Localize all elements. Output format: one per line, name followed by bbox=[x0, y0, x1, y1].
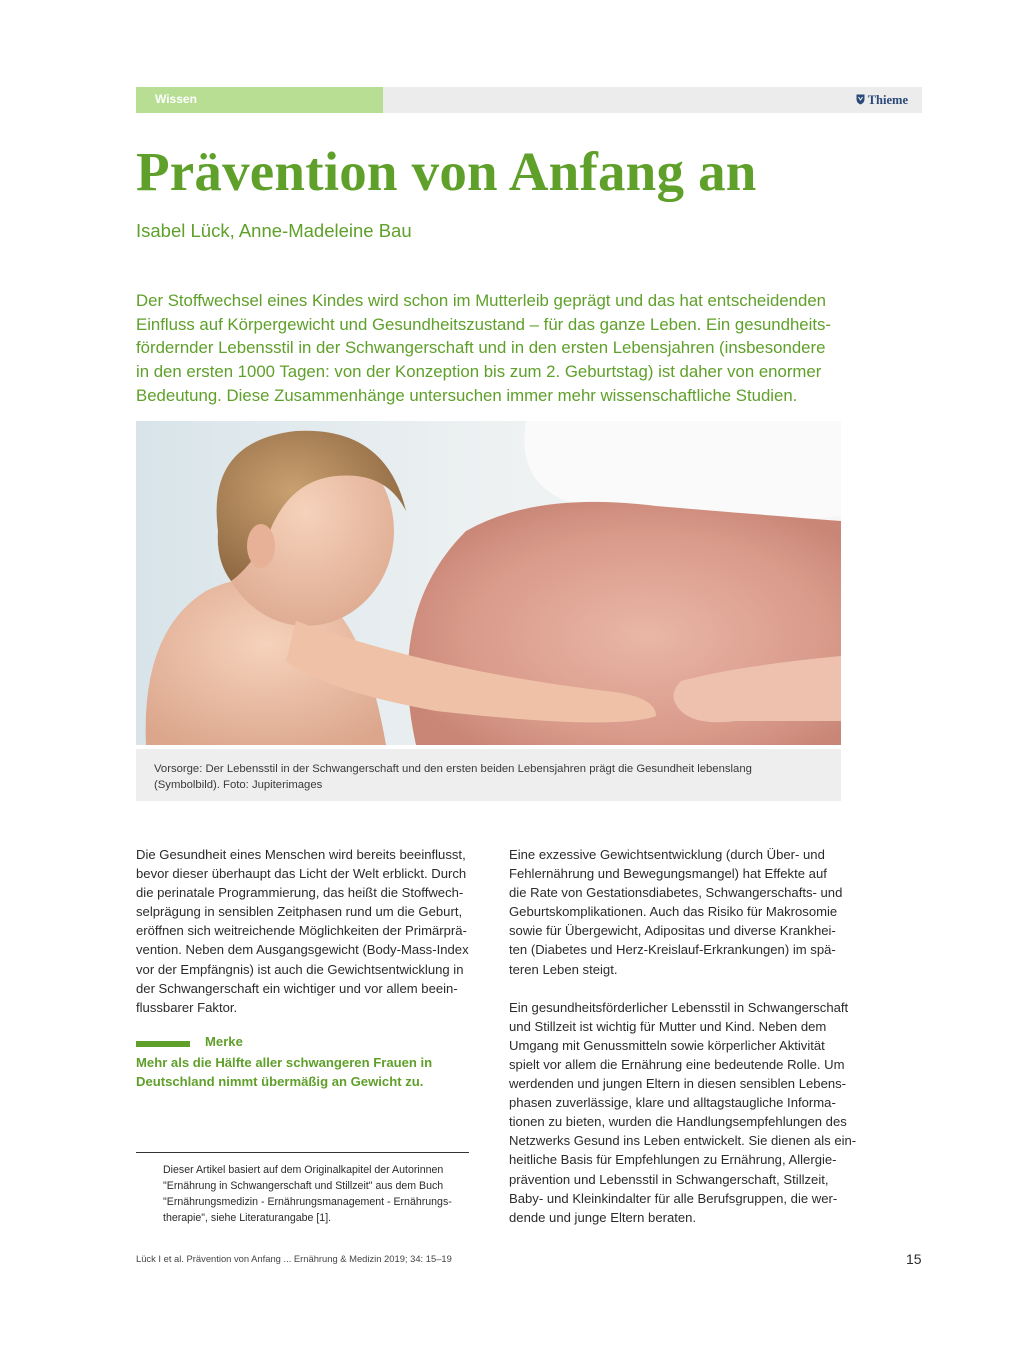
footnote-line: "Ernährung in Schwangerschaft und Stillzeit" aus dem Buch bbox=[163, 1180, 444, 1192]
footnote-line: "Ernährungsmedizin - Ernährungsmanagement - Ernährungs- bbox=[163, 1196, 452, 1208]
abstract-line: Der Stoffwechsel eines Kindes wird schon im Mutterleib geprägt und das hat entscheidenden bbox=[136, 291, 826, 310]
left-column bbox=[136, 845, 469, 1017]
figure-caption bbox=[136, 749, 841, 801]
abstract-line: Einfluss auf Körpergewicht und Gesundheitszustand – für das ganze Leben. Ein gesundheits- bbox=[136, 314, 832, 334]
body-line: teren Leben steigt. bbox=[509, 961, 618, 977]
body-line: Geburtskomplikationen. Auch das Risiko für Makrosomie bbox=[509, 904, 838, 920]
footnote-line: therapie", siehe Literaturangabe [1]. bbox=[163, 1212, 332, 1224]
body-line: flussbarer Faktor. bbox=[136, 999, 238, 1015]
body-line: die perinatale Programmierung, das heißt die Stoffwech- bbox=[136, 885, 464, 901]
body-line: vor der Empfängnis) ist auch die Gewichtsentwicklung in bbox=[136, 961, 464, 977]
article-title: Prävention von Anfang an bbox=[136, 141, 757, 202]
right-column bbox=[509, 845, 857, 1227]
body-line: phasen zuverlässige, klare und alltagstaugliche Informa- bbox=[509, 1095, 836, 1111]
footnote-line: Dieser Artikel basiert auf dem Originalkapitel der Autorinnen bbox=[163, 1164, 444, 1176]
merke-line: Deutschland nimmt übermäßig an Gewicht zu. bbox=[136, 1074, 424, 1090]
body-line: sowie für Übergewicht, Adipositas und diverse Krankhei- bbox=[509, 923, 836, 939]
body-line: prävention und Lebensstil in Schwangerschaft, Stillzeit, bbox=[509, 1171, 829, 1187]
abstract-line: fördernder Lebensstil in der Schwangerschaft und in den ersten Lebensjahren (insbesondere bbox=[136, 338, 826, 358]
body-line: Ein gesundheitsförderlicher Lebensstil in Schwangerschaft bbox=[509, 999, 849, 1015]
body-line: heitliche Basis für Empfehlungen zu Ernährung, Allergie- bbox=[509, 1152, 837, 1168]
body-line: Umgang mit Genussmitteln sowie körperlicher Aktivität bbox=[509, 1037, 825, 1053]
page-number: 15 bbox=[906, 1251, 922, 1267]
body-line: selprägung in sensiblen Zeitphasen rund um die Geburt, bbox=[136, 904, 463, 920]
abstract-line: in den ersten 1000 Tagen: von der Konzeption bis zum 2. Geburtstag) ist daher von enormer bbox=[136, 362, 822, 382]
body-line: der Schwangerschaft ein wichtiger und vor allem beein- bbox=[136, 980, 458, 996]
body-line: eröffnen sich weitreichende Möglichkeiten der Primärprä- bbox=[136, 923, 467, 939]
body-line: Fehlernährung und Bewegungsmangel) hat Effekte auf bbox=[509, 866, 827, 882]
body-line: Die Gesundheit eines Menschen wird bereits beeinflusst, bbox=[136, 847, 466, 862]
body-line: dende und junge Eltern beraten. bbox=[509, 1209, 697, 1225]
body-line: vention. Neben dem Ausgangsgewicht (Body-Mass-Index bbox=[136, 942, 469, 958]
abstract bbox=[136, 289, 848, 408]
caption-line: Vorsorge: Der Lebensstil in der Schwangerschaft und den ersten beiden Lebensjahren prägt die Gesundheit lebenslang bbox=[154, 763, 752, 775]
body-line: Netzwerks Gesund ins Leben entwickelt. Sie dienen als ein- bbox=[509, 1133, 857, 1149]
merke-text bbox=[136, 1053, 432, 1091]
header-bar bbox=[136, 87, 922, 113]
publisher-name: Thieme bbox=[867, 93, 908, 107]
footer-citation: Lück I et al. Prävention von Anfang ... Ernährung & Medizin 2019; 34: 15–19 bbox=[136, 1253, 452, 1264]
abstract-line: Bedeutung. Diese Zusammenhänge untersuchen immer mehr wissenschaftliche Studien. bbox=[136, 385, 798, 405]
body-line: spielt vor allem die Ernährung eine bedeutende Rolle. Um bbox=[509, 1056, 845, 1072]
article-photo bbox=[136, 421, 841, 745]
merke-label: Merke bbox=[205, 1034, 243, 1049]
authors: Isabel Lück, Anne-Madeleine Bau bbox=[136, 220, 412, 241]
body-line: und Stillzeit ist wichtig für Mutter und Kind. Neben dem bbox=[509, 1018, 827, 1034]
body-line: ten (Diabetes und Herz-Kreislauf-Erkrankungen) im spä- bbox=[509, 942, 836, 958]
body-line: werdenden und jungen Eltern in diesen sensiblen Lebens- bbox=[509, 1076, 847, 1092]
body-line: die Rate von Gestationsdiabetes, Schwangerschafts- und bbox=[509, 885, 843, 901]
publisher-logo bbox=[856, 87, 908, 113]
footnote bbox=[163, 1162, 452, 1226]
body-line: bevor dieser überhaupt das Licht der Welt erblickt. Durch bbox=[136, 866, 467, 882]
crest-icon bbox=[856, 94, 865, 105]
body-line: Eine exzessive Gewichtsentwicklung (durch Über- und bbox=[509, 847, 825, 862]
merke-bar bbox=[136, 1041, 190, 1047]
footnote-divider bbox=[136, 1152, 469, 1153]
paragraph-gap bbox=[509, 979, 841, 998]
body-line: tionen zu bieten, wurden die Handlungsempfehlungen des bbox=[509, 1114, 847, 1130]
body-line: Baby- und Kleinkindalter für alle Berufsgruppen, die wer- bbox=[509, 1190, 838, 1206]
caption-line: (Symbolbild). Foto: Jupiterimages bbox=[154, 779, 323, 791]
merke-line: Mehr als die Hälfte aller schwangeren Frauen in bbox=[136, 1055, 433, 1070]
section-label: Wissen bbox=[136, 87, 383, 113]
